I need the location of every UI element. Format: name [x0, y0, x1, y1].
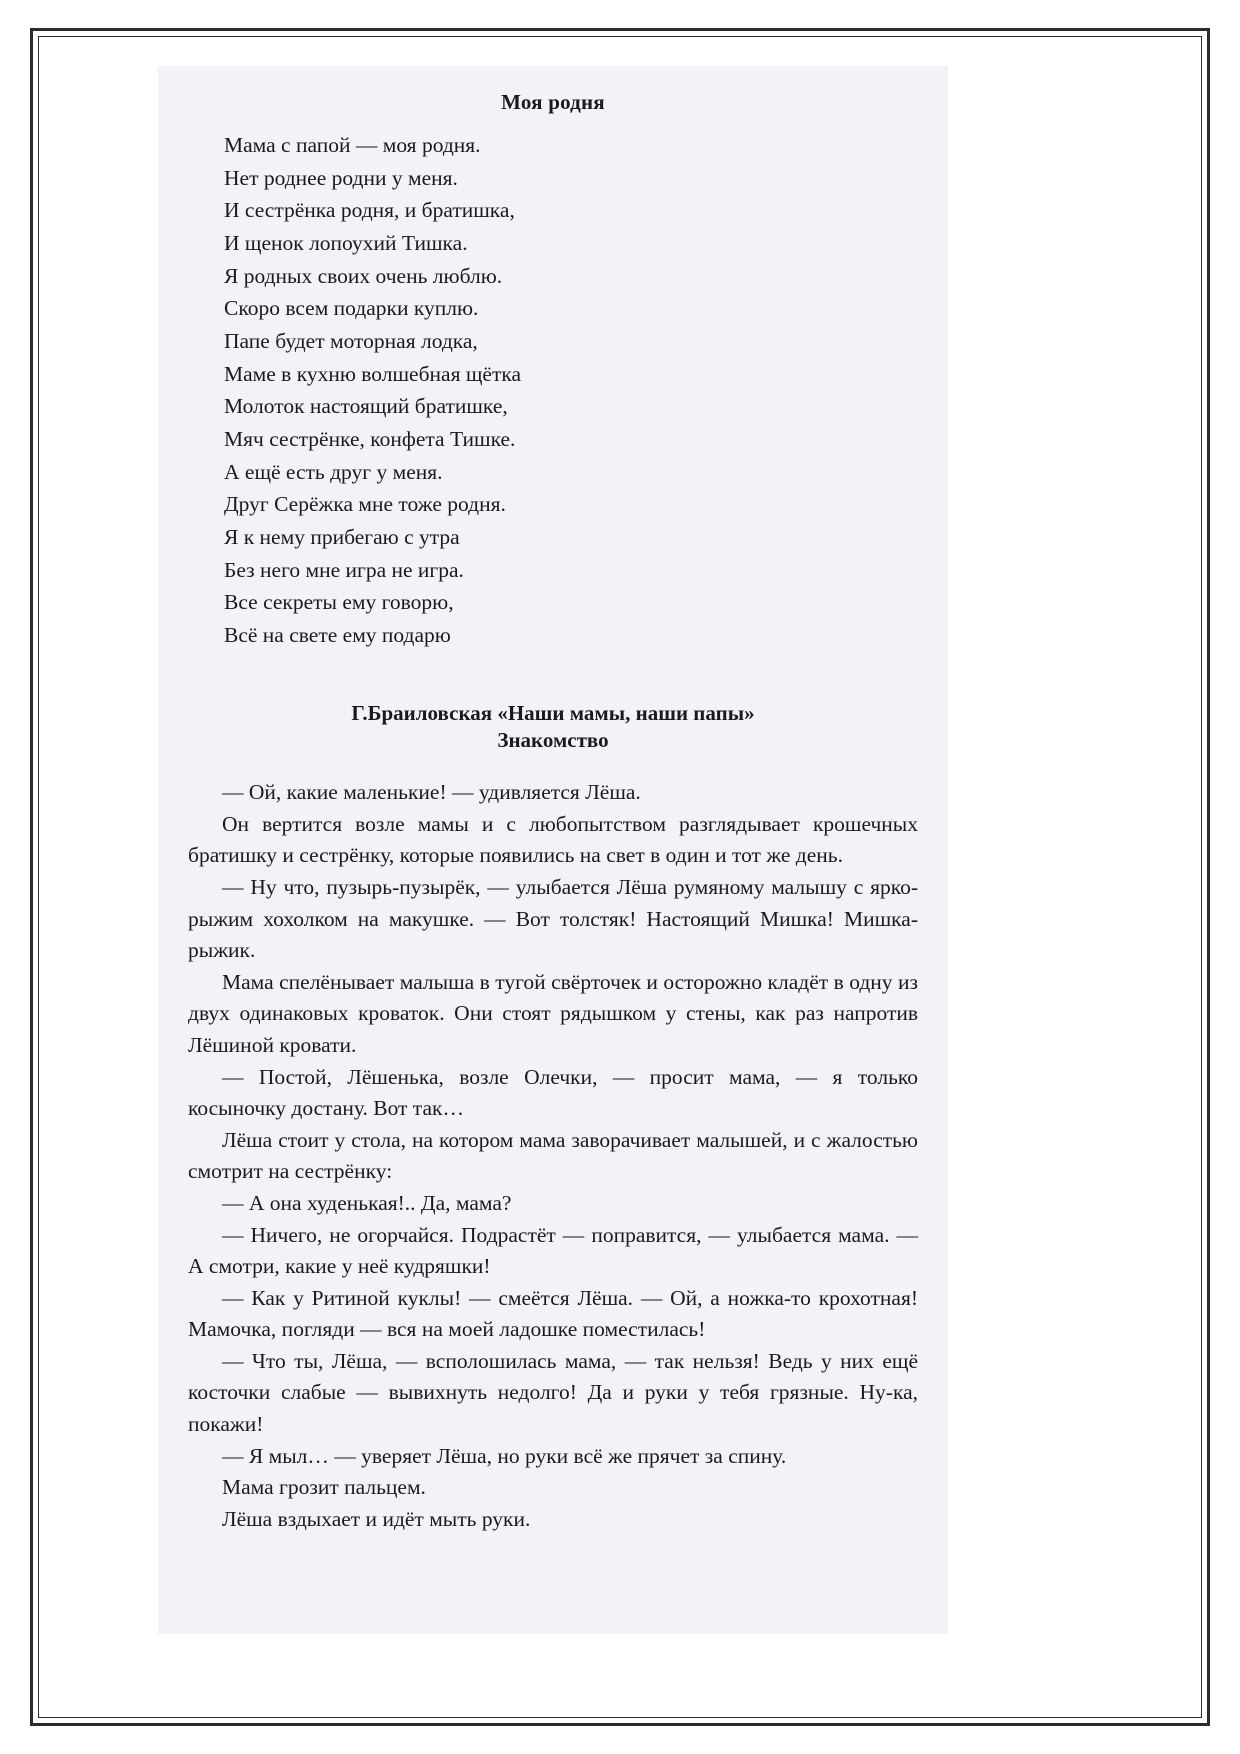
poem-line: Папе будет моторная лодка, [224, 329, 478, 354]
story-paragraph: — Ой, какие маленькие! — удивляется Лёша. [222, 780, 641, 805]
story-paragraph: Он вертится возле мамы и с любопытством разглядывает крошечных братишку и сестрёнку, которые появились на свет в один и тот же день. [188, 811, 918, 868]
poem-line: Всё на свете ему подарю [224, 623, 451, 648]
story-paragraph: — Ничего, не огорчайся. Подрастёт — поправится, — улыбается мама. — А смотри, какие у неё кудряшки! [188, 1222, 918, 1279]
story-paragraph: — Ну что, пузырь-пузырёк, — улыбается Лёша румяному малышу с ярко-рыжим хохолком на макушке. — Вот толстяк! Настоящий Мишка! Мишка-рыжик. [188, 874, 918, 963]
poem-title: Моя родня [501, 90, 605, 114]
poem-line: И щенок лопоухий Тишка. [224, 231, 468, 256]
poem-line: Я к нему прибегаю с утра [224, 525, 460, 550]
story-heading: Г.Браиловская «Наши мамы, наши папы» [351, 700, 755, 725]
story-paragraph: — Я мыл… — уверяет Лёша, но руки всё же прячет за спину. [222, 1443, 787, 1468]
poem-line: Мама с папой — моя родня. [224, 133, 481, 157]
story-paragraph: — А она худенькая!.. Да, мама? [222, 1190, 512, 1215]
story-paragraph: — Как у Ритиной куклы! — смеётся Лёша. — Ой, а ножка-то крохотная! Мамочка, погляди — вся на моей ладошке поместилась! [188, 1285, 918, 1342]
poem-line: Друг Серёжка мне тоже родня. [224, 492, 506, 517]
story-paragraph: — Постой, Лёшенька, возле Олечки, — просит мама, — я только косыночку достану. Вот так… [188, 1064, 918, 1121]
document-content [158, 66, 948, 1634]
story-paragraph: Лёша вздыхает и идёт мыть руки. [222, 1506, 531, 1531]
poem-line: Маме в кухню волшебная щётка [224, 361, 522, 386]
poem-line: Я родных своих очень люблю. [224, 263, 503, 288]
poem-line: Мяч сестрёнке, конфета Тишке. [224, 427, 516, 452]
story-paragraph: — Что ты, Лёша, — всполошилась мама, — так нельзя! Ведь у них ещё косточки слабые — вывихнуть недолго! Да и руки у тебя грязные. Ну-ка, покажи! [188, 1348, 918, 1437]
poem-line: И сестрёнка родня, и братишка, [224, 198, 515, 223]
poem-line: А ещё есть друг у меня. [224, 459, 443, 484]
story-body [188, 777, 918, 1535]
poem-line: Без него мне игра не игра. [224, 557, 464, 582]
story-subheading: Знакомство [497, 728, 609, 753]
poem-line: Все секреты ему говорю, [224, 590, 454, 615]
poem-body [188, 129, 918, 652]
story-paragraph: Лёша стоит у стола, на котором мама заворачивает малышей, и с жалостью смотрит на сестрёнку: [188, 1127, 918, 1184]
poem-line: Молоток настоящий братишке, [224, 394, 508, 419]
poem-line: Скоро всем подарки куплю. [224, 296, 479, 321]
story-paragraph: Мама спелёнывает малыша в тугой свёрточек и осторожно кладёт в одну из двух одинаковых кроваток. Они стоят рядышком у стены, как раз напротив Лёшиной кровати. [188, 969, 918, 1057]
story-paragraph: Мама грозит пальцем. [222, 1475, 426, 1500]
poem-line: Нет роднее родни у меня. [224, 165, 458, 190]
